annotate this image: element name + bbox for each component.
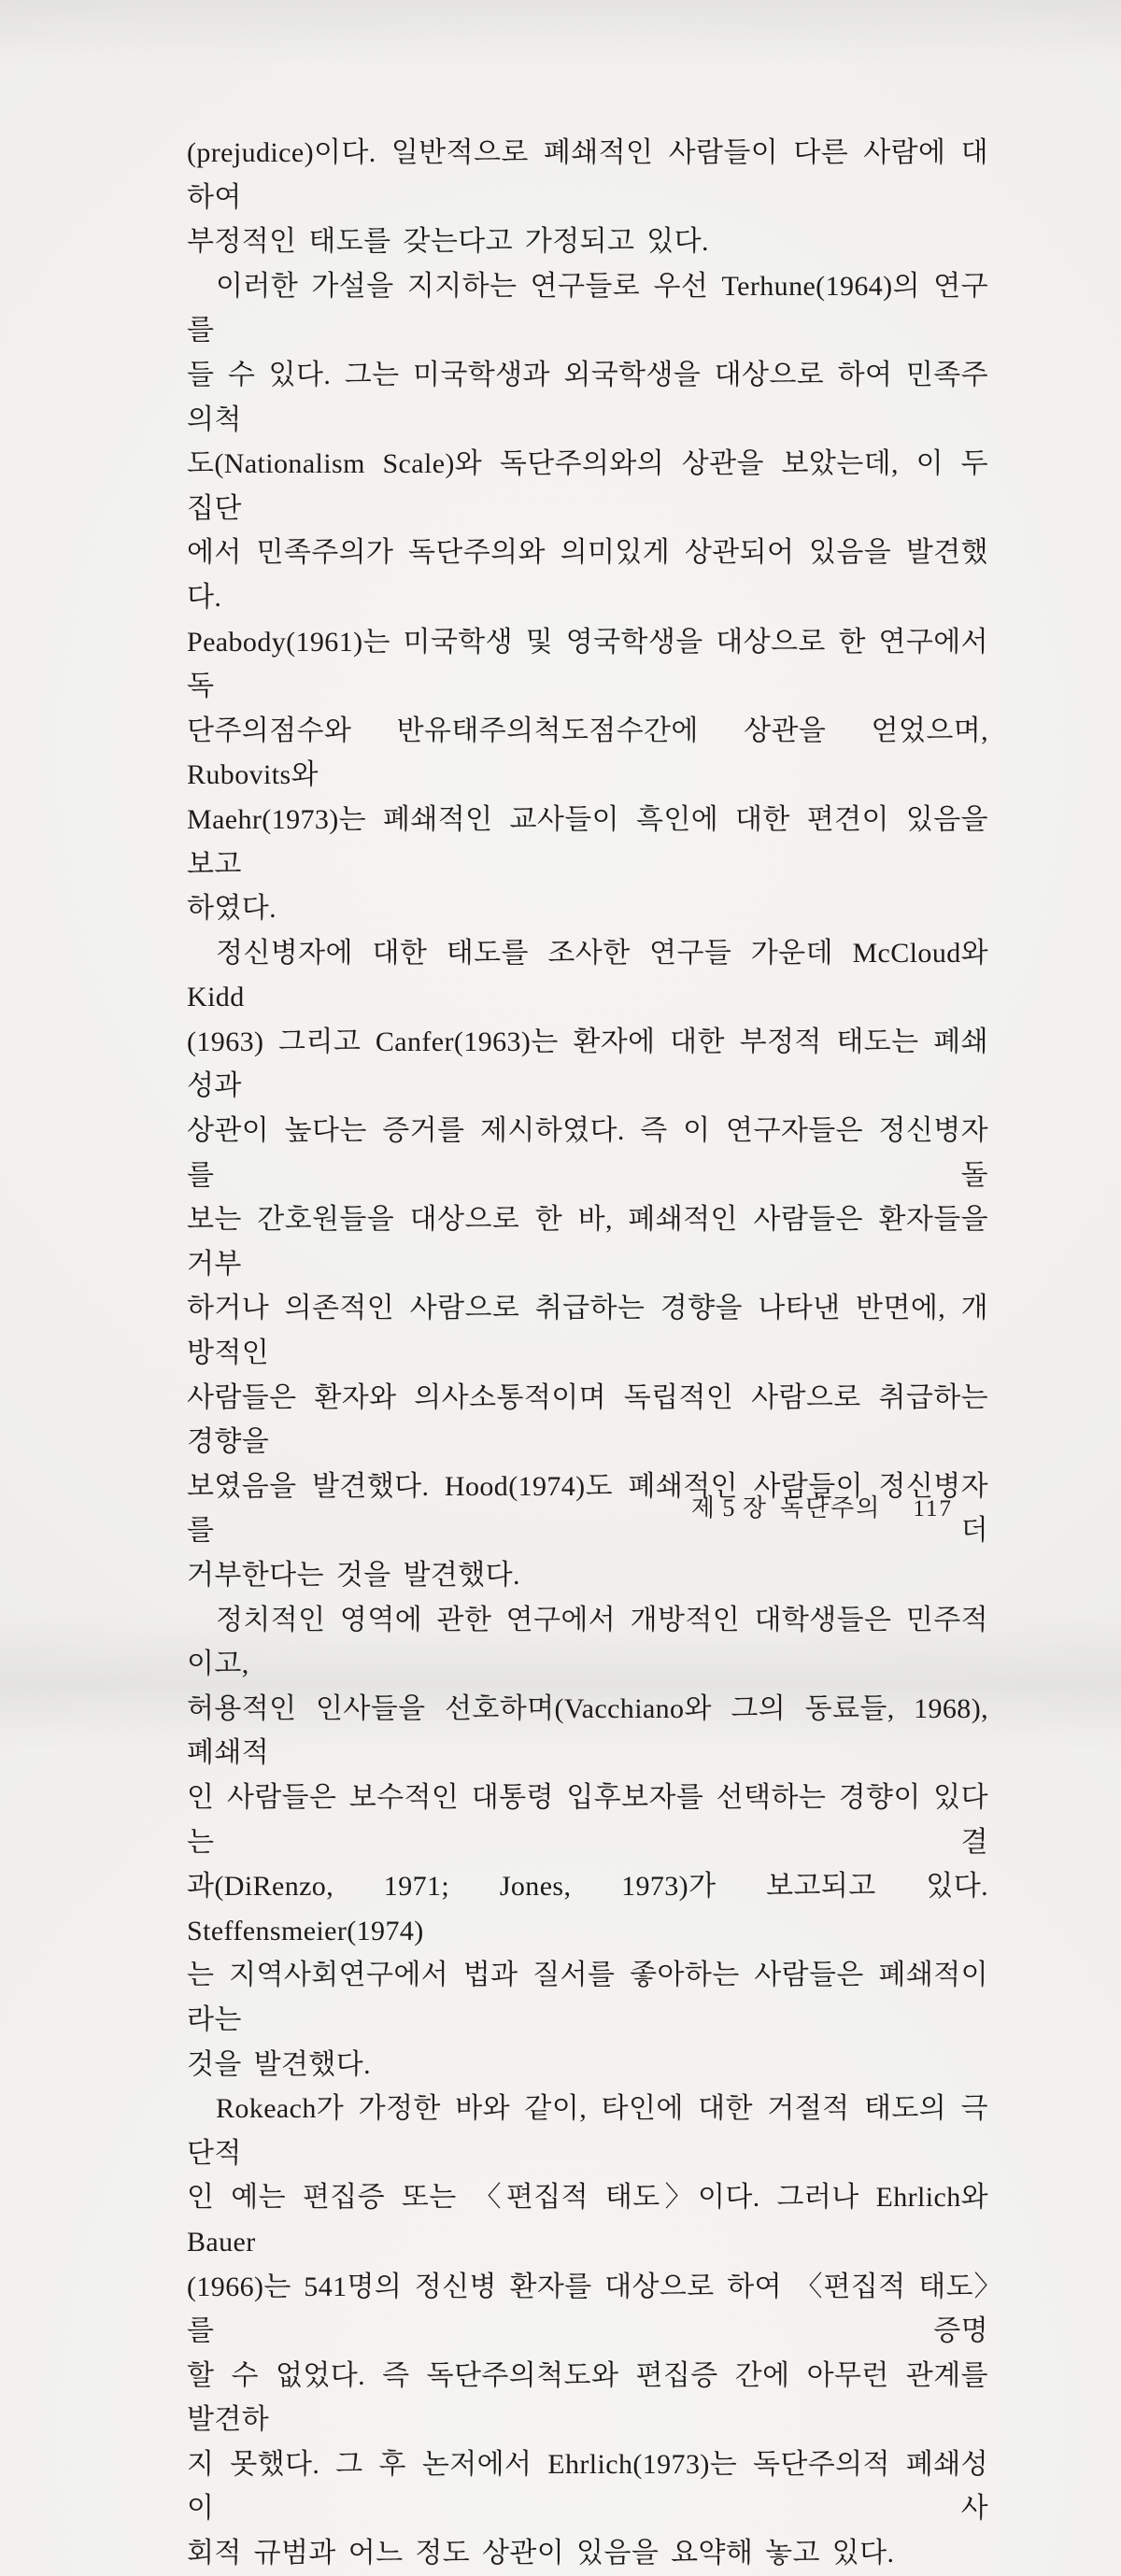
text-line: (1966)는 541명의 정신병 환자를 대상으로 하여 〈편집적 태도〉를 증명 bbox=[187, 2271, 988, 2347]
text-line: 보였음을 발견했다. Hood(1974)도 폐쇄적인 사람들이 정신병자를 더 bbox=[187, 1470, 988, 1547]
text-line: 사람들은 환자와 의사소통적이며 독립적인 사람으로 취급하는 경향을 bbox=[187, 1381, 988, 1458]
page-body bbox=[187, 131, 988, 2576]
text-line: Rokeach가 가정한 바와 같이, 타인에 대한 거절적 태도의 극단적 bbox=[187, 2093, 988, 2169]
text-line: 부정적인 태도를 갖는다고 가정되고 있다. bbox=[187, 226, 709, 258]
text-line: (prejudice)이다. 일반적으로 폐쇄적인 사람들이 다른 사람에 대하여 bbox=[187, 137, 988, 213]
text-line: 이러한 가설을 지지하는 연구들로 우선 Terhune(1964)의 연구를 bbox=[187, 270, 988, 347]
text-line: (1963) 그리고 Canfer(1963)는 환자에 대한 부정적 태도는 폐쇄성과 bbox=[187, 1026, 988, 1102]
text-line: 정신병자에 대한 태도를 조사한 연구들 가운데 McCloud와 Kidd bbox=[187, 937, 988, 1013]
chapter-title: 독단주의 bbox=[779, 1494, 882, 1522]
running-footer bbox=[691, 1489, 953, 1523]
text-line: 할 수 없었다. 즉 독단주의척도와 편집증 간에 아무런 관계를 발견하 bbox=[187, 2359, 988, 2436]
text-line: 에서 민족주의가 독단주의와 의미있게 상관되어 있음을 발견했다. bbox=[187, 537, 988, 613]
text-line: 것을 발견했다. bbox=[187, 2048, 372, 2080]
text-line: 인 사람들은 보수적인 대통령 입후보자를 선택하는 경향이 있다는 결 bbox=[187, 1781, 988, 1858]
text-line: 회적 규범과 어느 정도 상관이 있음을 요약해 놓고 있다. bbox=[187, 2538, 895, 2569]
text-line: 하거나 의존적인 사람으로 취급하는 경향을 나타낸 반면에, 개방적인 bbox=[187, 1293, 988, 1369]
page-number: 117 bbox=[913, 1496, 953, 1522]
text-line: 는 지역사회연구에서 법과 질서를 좋아하는 사람들은 폐쇄적이라는 bbox=[187, 1960, 988, 2035]
text-line: 지 못했다. 그 후 논저에서 Ehrlich(1973)는 독단주의적 폐쇄성이 사 bbox=[187, 2448, 988, 2525]
text-line: 허용적인 인사들을 선호하며(Vacchiano와 그의 동료들, 1968), 폐쇄적 bbox=[187, 1692, 988, 1769]
text-line: 단주의점수와 반유태주의척도점수간에 상관을 얻었으며, Rubovits와 bbox=[187, 715, 988, 791]
text-line: 상관이 높다는 증거를 제시하였다. 즉 이 연구자들은 정신병자를 돌 bbox=[187, 1115, 988, 1191]
text-line: 보는 간호원들을 대상으로 한 바, 폐쇄적인 사람들은 환자들을 거부 bbox=[187, 1204, 988, 1280]
text-line: 도(Nationalism Scale)와 독단주의와의 상관을 보았는데, 이 두 집단 bbox=[187, 448, 988, 524]
text-line: 거부한다는 것을 발견했다. bbox=[187, 1560, 520, 1591]
text-line: Peabody(1961)는 미국학생 및 영국학생을 대상으로 한 연구에서 독 bbox=[187, 626, 988, 702]
text-line: 과(DiRenzo, 1971; Jones, 1973)가 보고되고 있다. Steffensmeier(1974) bbox=[187, 1871, 988, 1946]
text-line: 인 예는 편집증 또는 〈편집적 태도〉이다. 그러나 Ehrlich와 Bauer bbox=[187, 2182, 988, 2258]
chapter-label: 제 5 장 bbox=[690, 1494, 767, 1522]
text-line: 하였다. bbox=[187, 893, 277, 925]
text-line: 들 수 있다. 그는 미국학생과 외국학생을 대상으로 하여 민족주의척 bbox=[187, 359, 988, 435]
text-line: Maehr(1973)는 폐쇄적인 교사들이 흑인에 대한 편견이 있음을 보고 bbox=[187, 803, 988, 880]
text-line: 정치적인 영역에 관한 연구에서 개방적인 대학생들은 민주적이고, bbox=[187, 1604, 988, 1680]
